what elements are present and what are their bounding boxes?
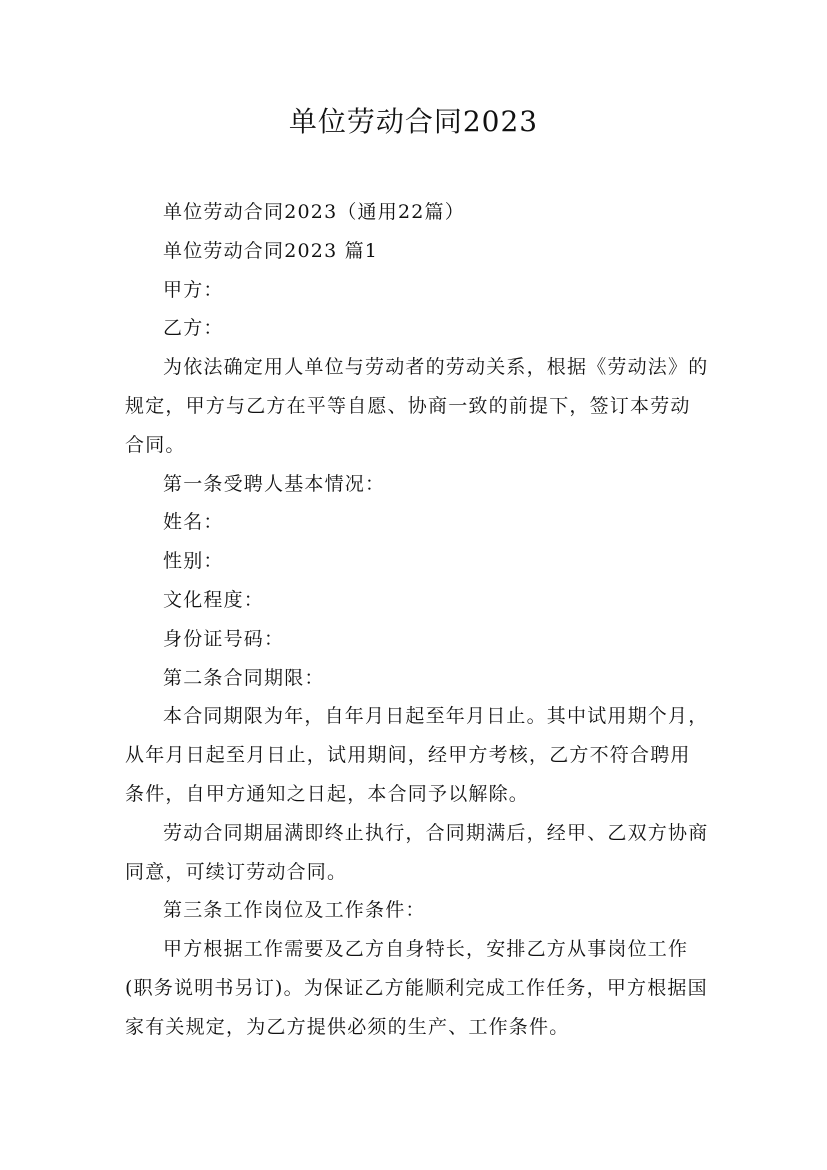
paragraph-subtitle: 单位劳动合同2023（通用22篇） xyxy=(163,201,465,223)
paragraph-article-3: 第三条工作岗位及工作条件： xyxy=(163,899,426,922)
paragraph-job-conditions: 甲方根据工作需要及乙方自身特长，安排乙方从事岗位工作(职务说明书另订)。为保证乙方能顺利完成工作任务，甲方根据国家有关规定，为乙方提供必须的生产、工作条件。 xyxy=(125,938,708,1038)
paragraph-id-number: 身份证号码： xyxy=(163,627,285,650)
paragraph-education: 文化程度： xyxy=(163,588,265,611)
paragraph-term-details: 本合同期限为年，自年月日起至年月日止。其中试用期个月，从年月日起至月日止，试用期间，经甲方考核，乙方不符合聘用条件，自甲方通知之日起，本合同予以解除。 xyxy=(125,705,709,805)
paragraph-article-1: 第一条受聘人基本情况： xyxy=(163,472,386,495)
document-body xyxy=(125,193,710,1047)
paragraph-name: 姓名： xyxy=(163,511,224,534)
paragraph-party-a: 甲方： xyxy=(163,278,224,301)
paragraph-intro: 为依法确定用人单位与劳动者的劳动关系，根据《劳动法》的规定，甲方与乙方在平等自愿、协商一致的前提下，签订本劳动合同。 xyxy=(125,356,709,456)
paragraph-renewal: 劳动合同期届满即终止执行，合同期满后，经甲、乙双方协商同意，可续订劳动合同。 xyxy=(125,821,709,883)
paragraph-party-b: 乙方： xyxy=(163,317,224,340)
document-title: 单位劳动合同2023 xyxy=(288,105,539,138)
paragraph-section-heading: 单位劳动合同2023 篇1 xyxy=(163,239,379,262)
paragraph-gender: 性别： xyxy=(163,550,224,573)
paragraph-article-2: 第二条合同期限： xyxy=(163,666,325,689)
